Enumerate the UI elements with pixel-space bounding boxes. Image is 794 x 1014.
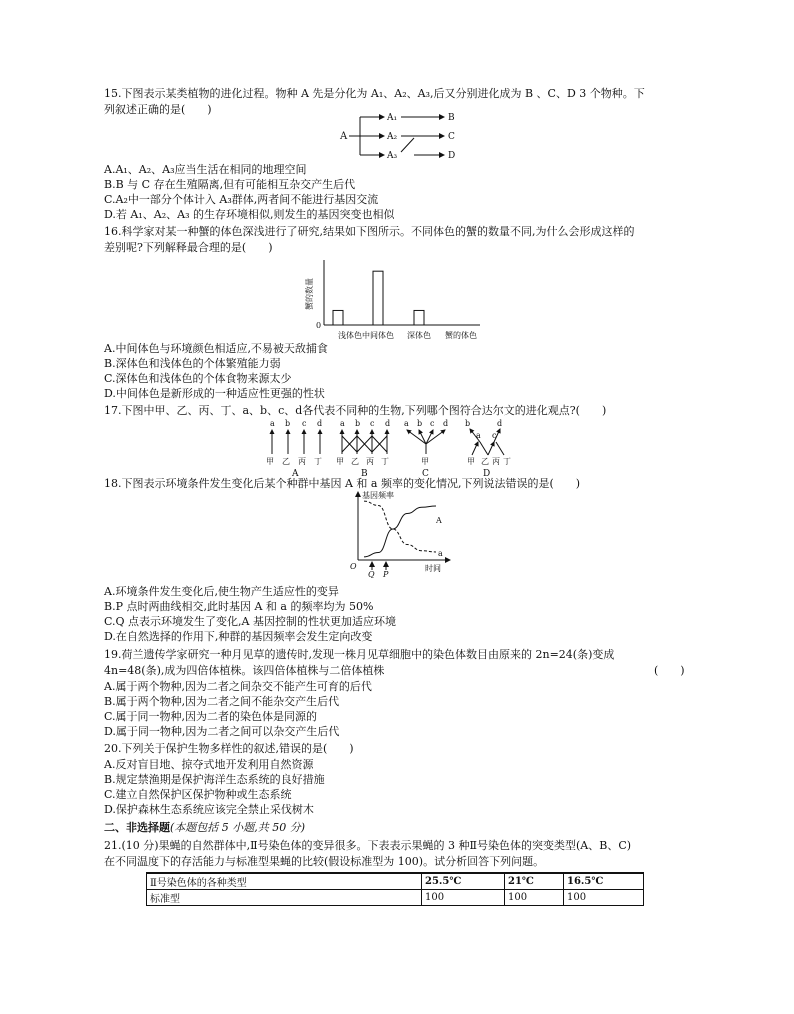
q21-stem-line1: 21.(10 分)果蝇的自然群体中,Ⅱ号染色体的变异很多。下表表示果蝇的 3 种Ⅱ号染色体的突变类型(A、B、C) — [104, 839, 632, 852]
svg-text:乙: 乙 — [351, 457, 359, 466]
q16-category-dark: 深体色 — [407, 331, 431, 340]
q20-option-d: D.保护森林生态系统应该完全禁止采伐树木 — [104, 803, 314, 816]
q16-bar-light — [333, 310, 343, 325]
table-header-temp-3: 16.5℃ — [564, 873, 644, 890]
section2-title: 二、非选择题 — [104, 821, 170, 834]
q18-option-c: C.Q 点表示环境发生了变化,A 基因控制的性状更加适应环境 — [104, 615, 396, 628]
table-header-temp-2: 21℃ — [505, 873, 564, 890]
svg-text:甲: 甲 — [336, 457, 344, 466]
q15-end-label-c: C — [448, 132, 455, 142]
svg-text:d: d — [443, 419, 449, 428]
q19-answer-paren: ( ) — [654, 664, 685, 677]
svg-text:丁: 丁 — [314, 457, 322, 466]
svg-text:a: a — [404, 419, 409, 428]
q15-stem-line1: 15.下图表示某类植物的进化过程。物种 A 先是分化为 A₁、A₂、A₃,后又分别进化成为 B 、C、D 3 个物种。下 — [104, 87, 645, 100]
q15-option-a: A.A₁、A₂、A₃应当生活在相同的地理空间 — [104, 163, 307, 176]
q15-mid-label-3: A₃ — [387, 151, 398, 161]
q18-marker-p: P — [383, 570, 389, 578]
svg-text:a: a — [340, 419, 345, 428]
svg-text:丁: 丁 — [381, 457, 389, 466]
table-cell: 100 — [422, 890, 505, 906]
q16-stem-line1: 16.科学家对某一种蟹的体色深浅进行了研究,结果如下图所示。不同体色的蟹的数量不同,为什么会形成这样的 — [104, 225, 635, 238]
q18-stem: 18.下图表示环境条件发生变化后某个种群中基因 A 和 a 频率的变化情况,下列说法错误的是( ) — [104, 477, 581, 490]
q15-speciation-diagram — [330, 108, 470, 164]
svg-text:D: D — [483, 469, 491, 478]
q15-root-label: A — [340, 131, 348, 142]
q16-y-axis-label: 蟹的数量 — [305, 278, 314, 310]
svg-text:A: A — [292, 469, 299, 478]
q15-end-label-b: B — [448, 113, 455, 123]
table-cell: 标准型 — [147, 890, 422, 906]
q17-stem: 17.下图中甲、乙、丙、丁、a、b、c、d各代表不同种的生物,下列哪个图符合达尔文的进化观点?( ) — [104, 404, 607, 417]
svg-text:c: c — [302, 419, 307, 428]
q18-x-axis-label: 时间 — [425, 564, 441, 573]
q16-bar-dark — [414, 310, 424, 325]
q15-option-d: D.若 A₁、A₂、A₃ 的生存环境相似,则发生的基因突变也相似 — [104, 208, 395, 221]
q18-y-axis-label: 基因频率 — [362, 491, 394, 500]
svg-text:丙: 丙 — [492, 457, 500, 466]
q15-mid-label-1: A₁ — [387, 113, 398, 123]
q17-diagram-d — [465, 419, 511, 478]
svg-text:c: c — [430, 419, 435, 428]
q20-stem: 20.下列关于保护生物多样性的叙述,错误的是( ) — [104, 742, 354, 755]
q21-stem-line2: 在不同温度下的存活能力与标准型果蝇的比较(假设标准型为 100)。试分析回答下列问题。 — [104, 855, 545, 868]
table-header-row — [147, 873, 644, 890]
svg-text:乙: 乙 — [282, 457, 290, 466]
q18-option-d: D.在自然选择的作用下,种群的基因频率会发生定向改变 — [104, 630, 373, 643]
q18-marker-q: Q — [368, 570, 375, 578]
q16-bar-middle — [373, 271, 383, 325]
svg-text:甲: 甲 — [266, 457, 274, 466]
table-cell: 100 — [505, 890, 564, 906]
section2-note: (本题包括 5 小题,共 50 分) — [170, 821, 306, 834]
q17-diagram-a — [266, 419, 322, 478]
svg-text:甲: 甲 — [421, 457, 429, 466]
q19-option-b: B.属于两个物种,因为二者之间不能杂交产生后代 — [104, 695, 340, 708]
q19-stem-line2: 4n=48(条),成为四倍体植株。该四倍体植株与二倍体植株 — [104, 664, 385, 677]
q16-option-b: B.深体色和浅体色的个体繁殖能力弱 — [104, 357, 281, 370]
svg-text:c: c — [492, 431, 497, 440]
svg-text:c: c — [370, 419, 375, 428]
q16-category-middle: 中间体色 — [362, 331, 394, 340]
q16-option-d: D.中间体色是新形成的一种适应性更强的性状 — [104, 387, 325, 400]
q21-survival-table — [146, 872, 644, 906]
q20-option-c: C.建立自然保护区保护物种或生态系统 — [104, 788, 292, 801]
svg-text:b: b — [417, 419, 423, 428]
q18-series-a-small-curve — [364, 501, 436, 552]
svg-text:d: d — [497, 419, 503, 428]
q16-x-axis-label: 蟹的体色 — [445, 331, 477, 340]
q18-origin-label: O — [350, 562, 357, 571]
svg-text:d: d — [317, 419, 323, 428]
q19-option-a: A.属于两个物种,因为二者之间杂交不能产生可育的后代 — [104, 680, 372, 693]
q15-stem-line2: 列叙述正确的是( ) — [104, 103, 212, 116]
q18-series-a-label: A — [436, 516, 442, 525]
q17-diagram-c — [404, 419, 448, 478]
table-header-type: Ⅱ号染色体的各种类型 — [147, 873, 422, 890]
svg-text:b: b — [355, 419, 361, 428]
svg-text:d: d — [385, 419, 391, 428]
svg-text:a: a — [476, 431, 481, 440]
q16-crab-bar-chart — [300, 254, 490, 344]
svg-text:丙: 丙 — [298, 457, 306, 466]
svg-text:b: b — [285, 419, 291, 428]
table-header-temp-1: 25.5℃ — [422, 873, 505, 890]
q19-stem-line1: 19.荷兰遗传学家研究一种月见草的遗传时,发现一株月见草细胞中的染色体数目由原来的 2n=24(条)变成 — [104, 648, 615, 661]
q17-evolution-diagrams — [258, 416, 530, 478]
svg-text:C: C — [422, 469, 429, 478]
q18-option-b: B.P 点时两曲线相交,此时基因 A 和 a 的频率均为 50% — [104, 600, 374, 613]
q16-category-light: 浅体色 — [338, 331, 362, 340]
svg-text:乙: 乙 — [481, 457, 489, 466]
q16-origin-label: 0 — [316, 321, 322, 330]
svg-text:b: b — [465, 419, 471, 428]
q18-series-a-curve — [364, 506, 436, 557]
svg-text:甲: 甲 — [467, 457, 475, 466]
q19-option-c: C.属于同一物种,因为二者的染色体是同源的 — [104, 710, 318, 723]
svg-text:丙: 丙 — [366, 457, 374, 466]
q15-end-label-d: D — [448, 151, 456, 161]
section2-heading — [104, 820, 305, 835]
q15-option-c: C.A₂中一部分个体计入 A₃群体,两者间不能进行基因交流 — [104, 193, 379, 206]
table-cell: 100 — [564, 890, 644, 906]
q15-option-b: B.B 与 C 存在生殖隔离,但有可能相互杂交产生后代 — [104, 178, 356, 191]
svg-text:丁: 丁 — [503, 457, 511, 466]
q20-option-a: A.反对盲目地、掠夺式地开发利用自然资源 — [104, 758, 314, 771]
q18-option-a: A.环境条件发生变化后,使生物产生适应性的变异 — [104, 585, 339, 598]
q16-option-a: A.中间体色与环境颜色相适应,不易被天敌捕食 — [104, 342, 328, 355]
q18-series-a-small-label: a — [438, 549, 443, 558]
q15-mid-label-2: A₂ — [387, 132, 398, 142]
q16-option-c: C.深体色和浅体色的个体食物来源太少 — [104, 372, 292, 385]
q17-diagram-b — [336, 419, 390, 478]
q19-option-d: D.属于同一物种,因为二者之间可以杂交产生后代 — [104, 725, 340, 738]
q20-option-b: B.规定禁渔期是保护海洋生态系统的良好措施 — [104, 773, 325, 786]
q16-stem-line2: 差别呢?下列解释最合理的是( ) — [104, 241, 273, 254]
svg-text:B: B — [361, 469, 368, 478]
table-row — [147, 890, 644, 906]
q18-gene-frequency-chart — [346, 488, 456, 578]
svg-text:a: a — [270, 419, 275, 428]
